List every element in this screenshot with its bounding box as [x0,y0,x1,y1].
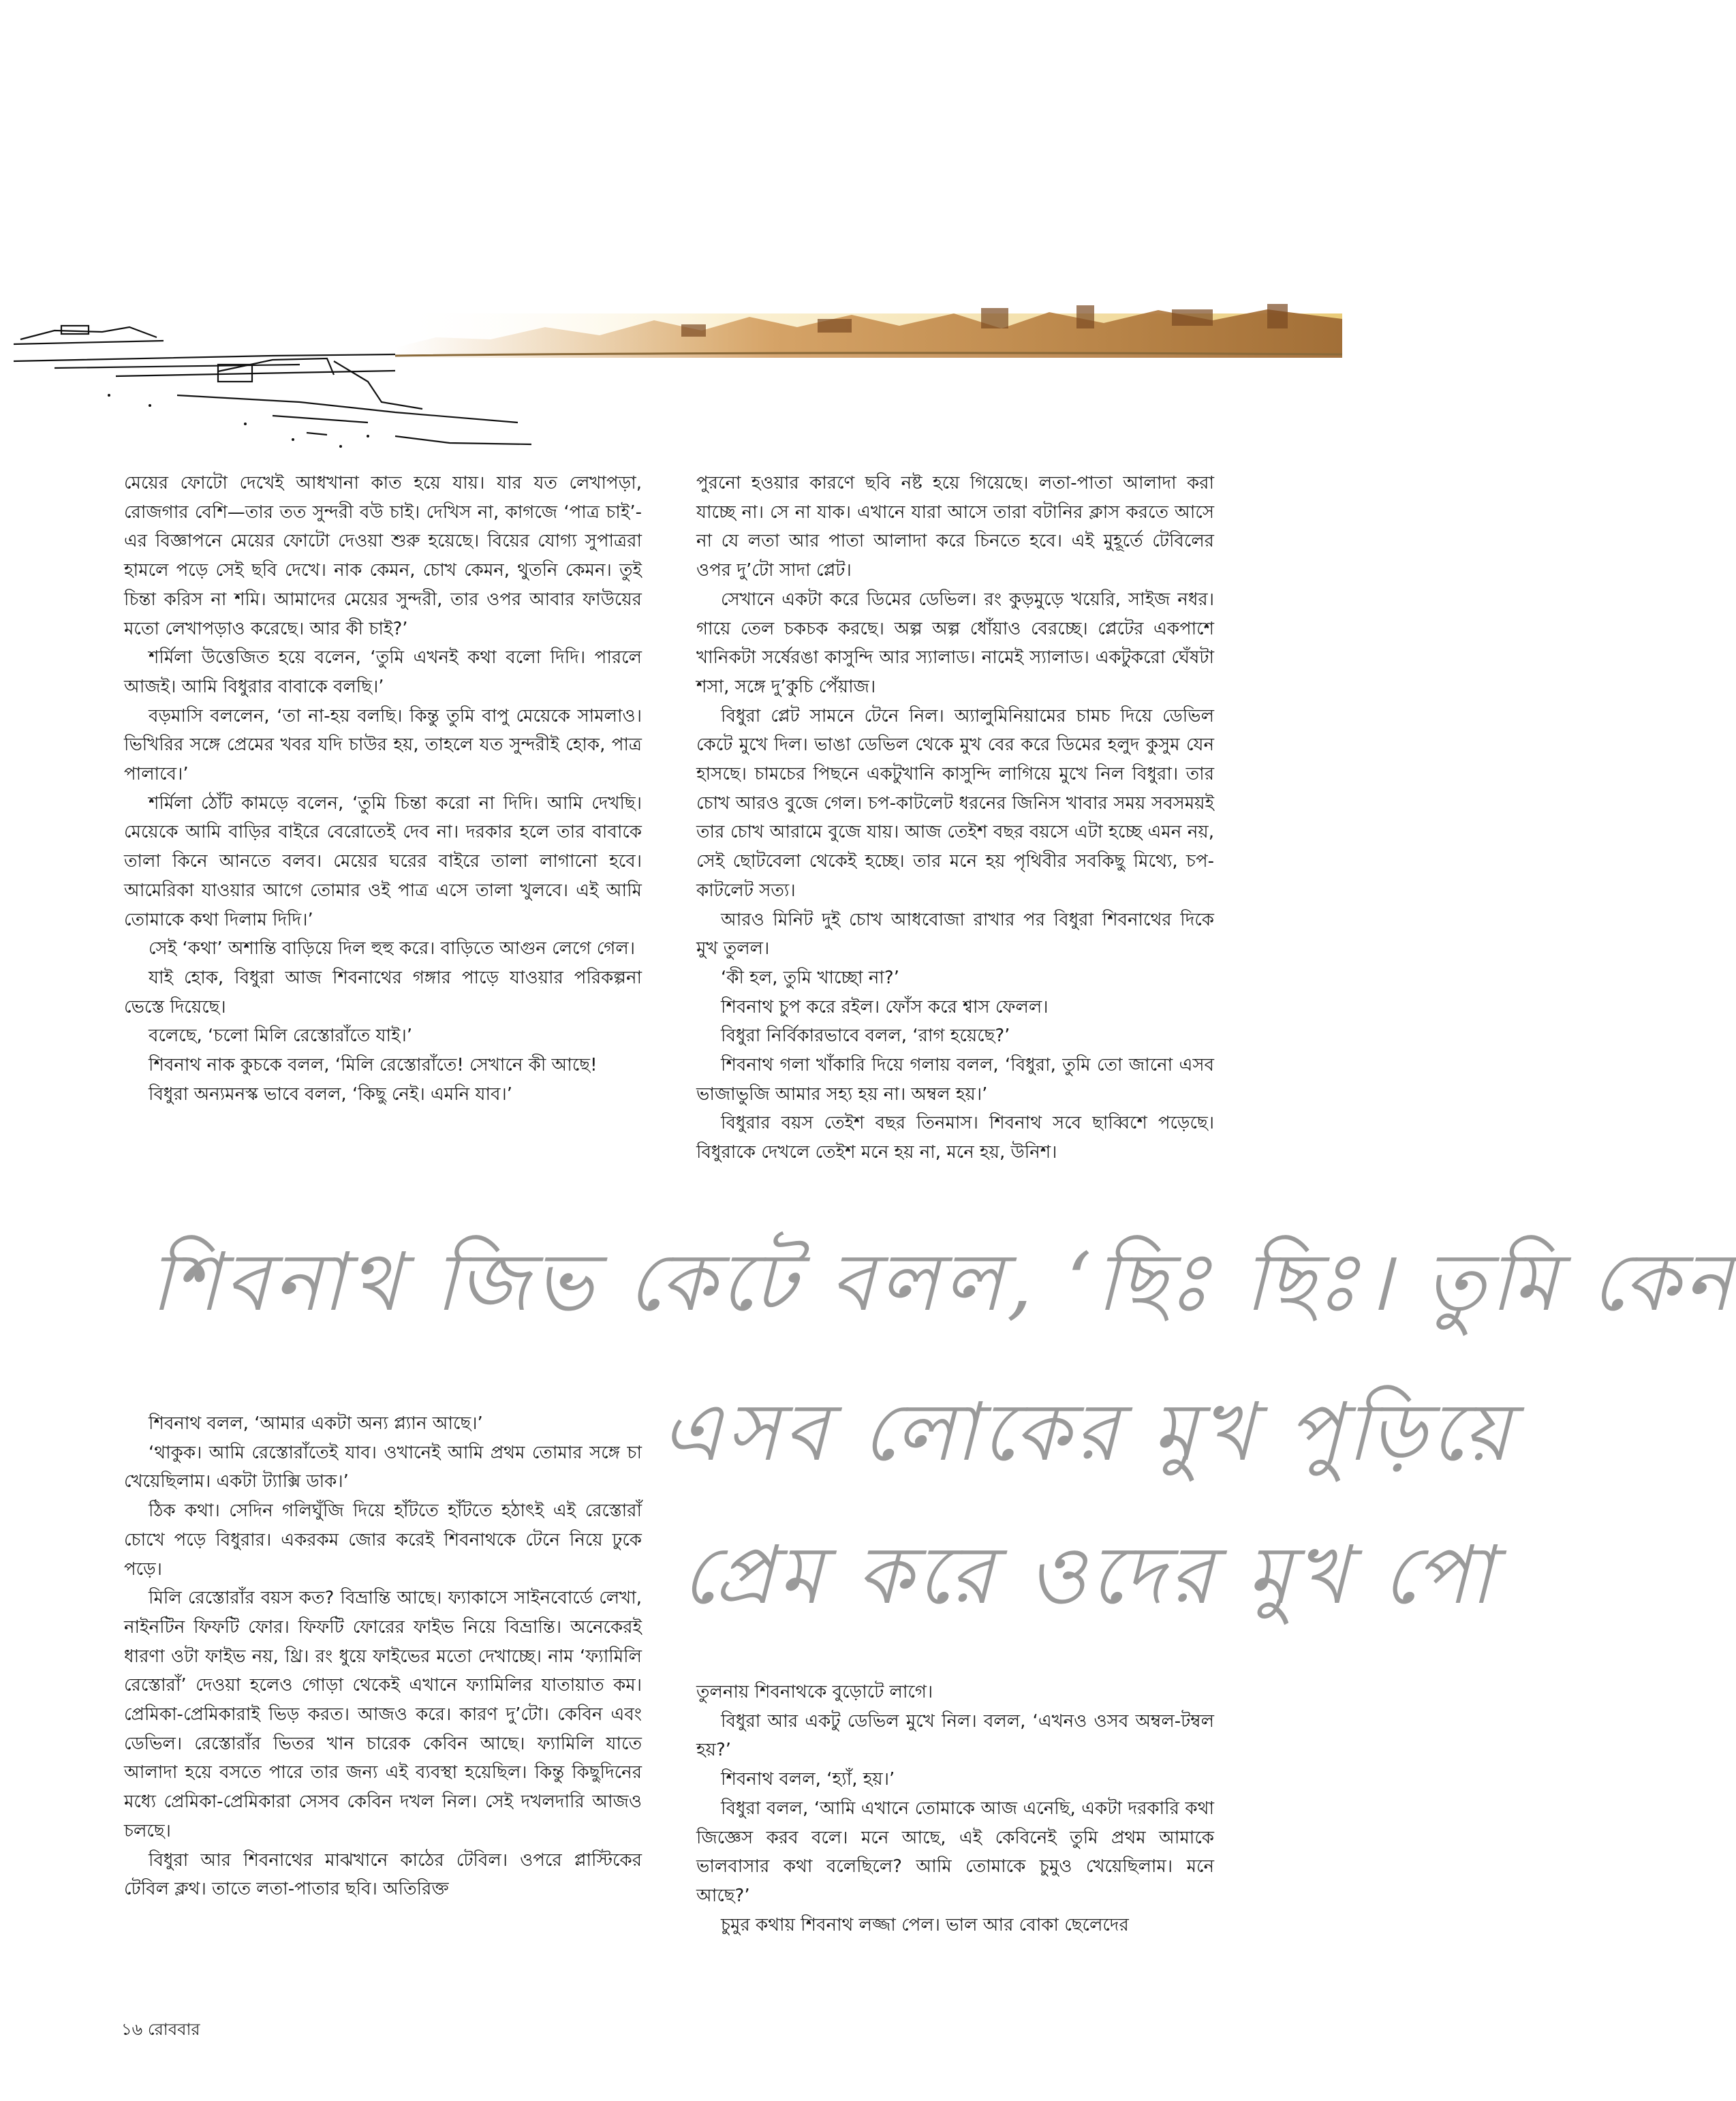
paragraph: সেই ‘কথা’ অশান্তি বাড়িয়ে দিল হুহু করে। বাড়িতে আগুন লেগে গেল। [149,938,636,960]
river-ghat-illustration [14,300,1342,457]
paragraph: বড়মাসি বললেন, ‘তা না-হয় বলছি। কিন্তু তুমি বাপু মেয়েকে সামলাও। ভিখিরির সঙ্গে প্রেমের খবর যদি চাউর হয়, তাহলে যত সুন্দরীই হোক, পাত্র পালাবে।’ [124,705,642,785]
magazine-name: রোববার [147,2020,200,2039]
pull-quote-line: শিবনাথ জিভ কেটে বলল, ‘ছিঃ ছিঃ। তুমি কেন [150,1235,1736,1329]
paragraph: বিধুরার বয়স তেইশ বছর তিনমাস। শিবনাথ সবে ছাব্বিশে পড়েছে। বিধুরাকে দেখলে তেইশ মনে হয় না, মনে হয়, উনিশ। [696,1113,1214,1163]
text-column-4 [696,1678,1214,1939]
paragraph: যাই হোক, বিধুরা আজ শিবনাথের গঙ্গার পাড়ে যাওয়ার পরিকল্পনা ভেস্তে দিয়েছে। [124,967,642,1017]
paragraph: বিধুরা অন্যমনস্ক ভাবে বলল, ‘কিছু নেই। এমনি যাব।’ [149,1084,513,1105]
paragraph: শিবনাথ চুপ করে রইল। ফোঁস করে শ্বাস ফেলল। [721,996,1049,1017]
paragraph: মিলি রেস্তোরাঁর বয়স কত? বিভ্রান্তি আছে। ফ্যাকাসে সাইনবোর্ডে লেখা, নাইনটিন ফিফটি ফোর। ফিফটি ফোরের ফাইভ নিয়ে বিভ্রান্তি। অনেকেরই ধারণা ওটা ফাইভ নয়, থ্রি। রং ধুয়ে ফাইভের মতো দেখাচ্ছে। নাম ‘ফ্যামিলি রেস্তোরাঁ’ দেওয়া হলেও গোড়া থেকেই এখানে ফ্যামিলির যাতায়াত কম। প্রেমিকা-প্রেমিকারাই ভিড় করত। আজও করে। কারণ দু’টো। কেবিন এবং ডেভিল। রেস্তোরাঁর ভিতর খান চারেক কেবিন আছে। ফ্যামিলি যাতে আলাদা হয়ে বসতে পারে তার জন্য এই ব্যবস্থা হয়েছিল। কিন্তু কিছুদিনের মধ্যে প্রেমিকা-প্রেমিকারা সেসব কেবিন দখল নিল। সেই দখলদারি আজও চলছে। [124,1588,642,1841]
paragraph: বিধুরা প্লেট সামনে টেনে নিল। অ্যালুমিনিয়ামের চামচ দিয়ে ডেভিল কেটে মুখে দিল। ভাঙা ডেভিল থেকে মুখ বের করে ডিমের হলুদ কুসুম যেন হাসছে। চামচের পিছনে একটুখানি কাসুন্দি লাগিয়ে মুখে নিল বিধুরা। তার চোখ আরও বুজে গেল। চপ-কাটলেট ধরনের জিনিস খাবার সময় সবসময়ই তার চোখ আরামে বুজে যায়। আজ তেইশ বছর বয়সে এটা হচ্ছে এমন নয়, সেই ছোটবেলা থেকেই হচ্ছে। তার মনে হয় পৃথিবীর সবকিছু মিথ্যে, চপ-কাটলেট সত্য। [696,705,1214,901]
text-column-2 [696,469,1214,1167]
paragraph: বলেছে, ‘চলো মিলি রেস্তোরাঁতে যাই।’ [149,1026,413,1047]
paragraph: আরও মিনিট দুই চোখ আধবোজা রাখার পর বিধুরা শিবনাথের দিকে মুখ তুলল। [696,909,1214,960]
paragraph: শিবনাথ বলল, ‘হ্যাঁ, হয়।’ [721,1769,895,1790]
paragraph: শিবনাথ গলা খাঁকারি দিয়ে গলায় বলল, ‘বিধুরা, তুমি তো জানো এসব ভাজাভুজি আমার সহ্য হয় না। অম্বল হয়।’ [696,1055,1214,1105]
paragraph: ‘কী হল, তুমি খাচ্ছো না?’ [721,967,899,988]
paragraph: মেয়ের ফোটো দেখেই আধখানা কাত হয়ে যায়। যার যত লেখাপড়া, রোজগার বেশি—তার তত সুন্দরী বউ চাই। দেখিস না, কাগজে ‘পাত্র চাই’-এর বিজ্ঞাপনে মেয়ের ফোটো দেওয়া শুরু হয়েছে। বিয়ের যোগ্য সুপাত্ররা হামলে পড়ে সেই ছবি দেখে। নাক কেমন, চোখ কেমন, থুতনি কেমন। তুই চিন্তা করিস না শমি। আমাদের মেয়ের সুন্দরী, তার ওপর আবার ফাউয়ের মতো লেখাপড়াও করেছে। আর কী চাই?’ [124,473,642,639]
paragraph: শর্মিলা ঠোঁট কামড়ে বলেন, ‘তুমি চিন্তা করো না দিদি। আমি দেখছি। মেয়েকে আমি বাড়ির বাইরে বেরোতেই দেব না। দরকার হলে তার বাবাকে তালা কিনে আনতে বলব। মেয়ের ঘরের বাইরে তালা লাগানো হবে। আমেরিকা যাওয়ার আগে তোমার ওই পাত্র এসে তালা খুলবে। এই আমি তোমাকে কথা দিলাম দিদি।’ [124,793,642,930]
paragraph: বিধুরা আর একটু ডেভিল মুখে নিল। বলল, ‘এখনও ওসব অম্বল-টম্বল হয়?’ [696,1711,1214,1761]
paragraph: তুলনায় শিবনাথকে বুড়োটে লাগে। [696,1682,933,1702]
page-footer [121,2017,200,2044]
paragraph: চুমুর কথায় শিবনাথ লজ্জা পেল। ভাল আর বোকা ছেলেদের [721,1914,1129,1935]
pull-quote-line: এসব লোকের মুখ পুড়িয়ে [661,1385,1515,1479]
text-column-1 [124,469,642,1109]
paragraph: বিধুরা নির্বিকারভাবে বলল, ‘রাগ হয়েছে?’ [721,1026,1010,1047]
paragraph: ‘থাকুক। আমি রেস্তোরাঁতেই যাব। ওখানেই আমি প্রথম তোমার সঙ্গে চা খেয়েছিলাম। একটা ট্যাক্সি ডাক।’ [124,1442,642,1492]
paragraph: শর্মিলা উত্তেজিত হয়ে বলেন, ‘তুমি এখনই কথা বলো দিদি। পারলে আজই। আমি বিধুরার বাবাকে বলছি।’ [124,647,642,697]
pull-quote-line: প্রেম করে ওদের মুখ পো [681,1528,1497,1622]
paragraph: ঠিক কথা। সেদিন গলিঘুঁজি দিয়ে হাঁটতে হাঁটতে হঠাৎই এই রেস্তোরাঁ চোখে পড়ে বিধুরার। একরকম জোর করেই শিবনাথকে টেনে নিয়ে ঢুকে পড়ে। [124,1501,642,1580]
paragraph: বিধুরা আর শিবনাথের মাঝখানে কাঠের টেবিল। ওপরে প্লাস্টিকের টেবিল ক্লথ। তাতে লতা-পাতার ছবি। অতিরিক্ত [124,1850,642,1900]
paragraph: শিবনাথ নাক কুচকে বলল, ‘মিলি রেস্তোরাঁতে! সেখানে কী আছে! [149,1055,598,1076]
paragraph: পুরনো হওয়ার কারণে ছবি নষ্ট হয়ে গিয়েছে। লতা-পাতা আলাদা করা যাচ্ছে না। সে না যাক। এখানে যারা আসে তারা বটানির ক্লাস করতে আসে না যে লতা আর পাতা আলাদা করে চিনতে হবে। এই মুহূর্তে টেবিলের ওপর দু’টো সাদা প্লেট। [696,473,1214,581]
page-number: ১৬ [121,2020,143,2039]
paragraph: শিবনাথ বলল, ‘আমার একটা অন্য প্ল্যান আছে।’ [149,1413,483,1434]
paragraph: বিধুরা বলল, ‘আমি এখানে তোমাকে আজ এনেছি, একটা দরকারি কথা জিজ্ঞেস করব বলে। মনে আছে, এই কেবিনেই তুমি প্রথম আমাকে ভালবাসার কথা বলেছিলে? আমি তোমাকে চুমুও খেয়েছিলাম। মনে আছে?’ [696,1798,1214,1906]
paragraph: সেখানে একটা করে ডিমের ডেভিল। রং কুড়মুড়ে খয়েরি, সাইজ নধর। গায়ে তেল চকচক করছে। অল্প অল্প ধোঁয়াও বেরচ্ছে। প্লেটের একপাশে খানিকটা সর্ষেরঙা কাসুন্দি আর স্যালাড। নামেই স্যালাড। একটুকরো ঘেঁষটা শসা, সঙ্গে দু’কুচি পেঁয়াজ। [696,589,1214,697]
text-column-3 [124,1409,642,1904]
